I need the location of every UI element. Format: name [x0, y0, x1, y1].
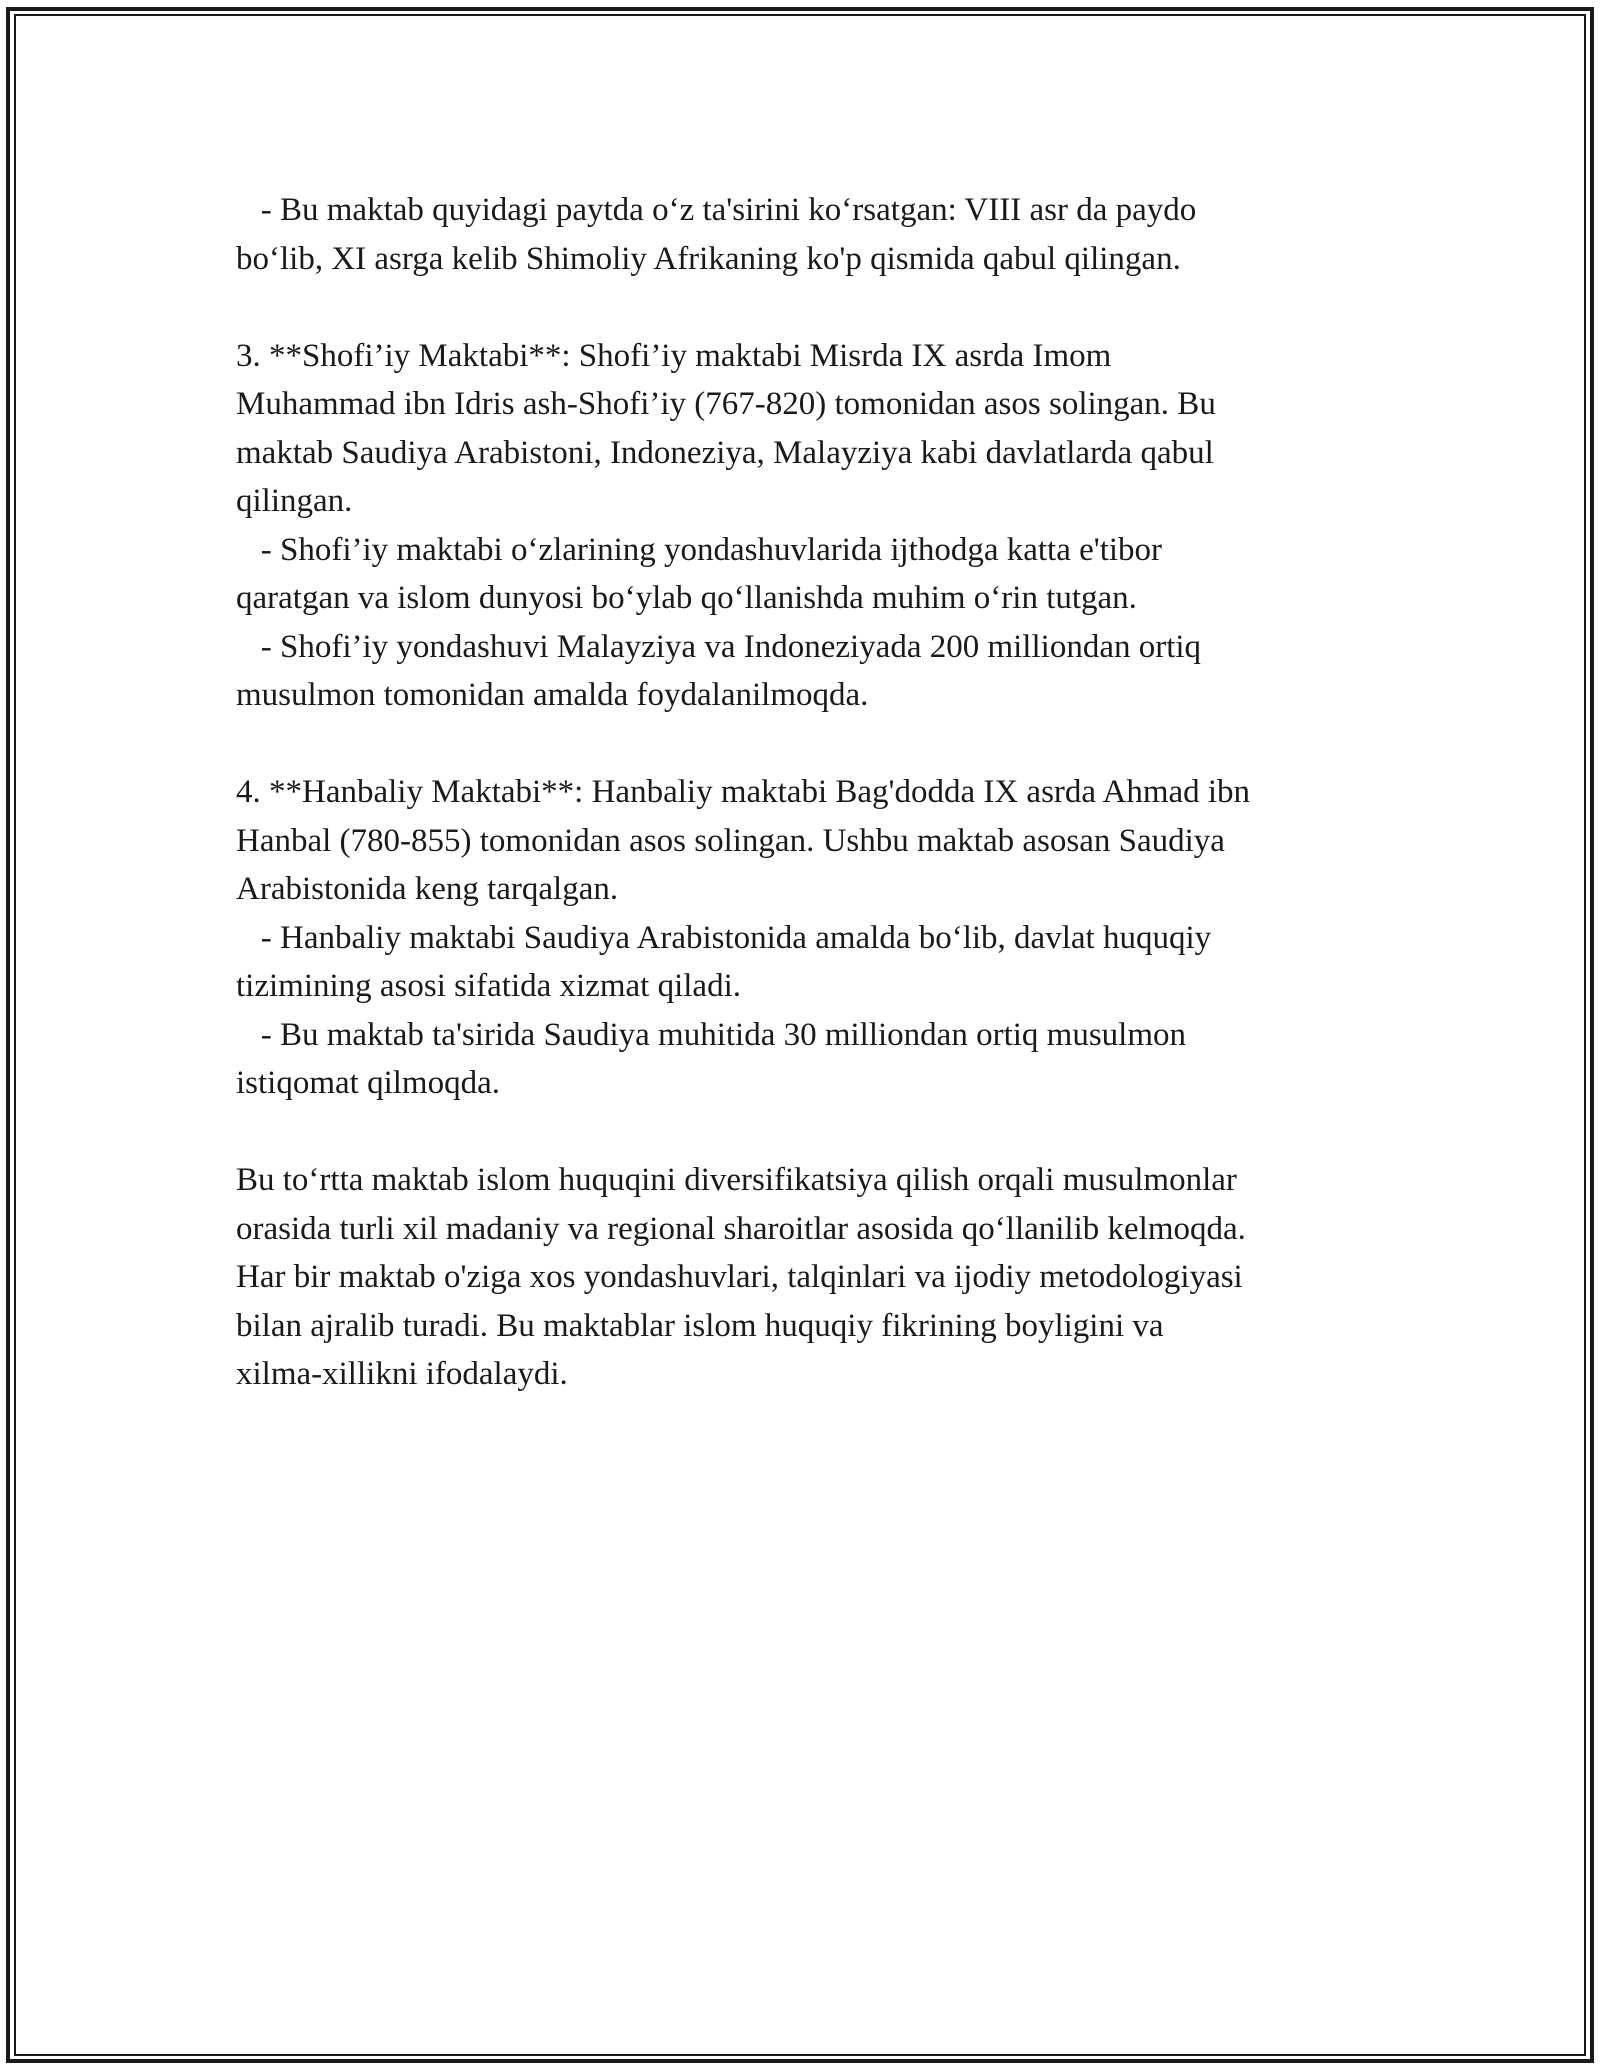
text-line: Arabistonida keng tarqalgan.	[236, 871, 619, 907]
text-line: - Shofi’iy yondashuvi Malayziya va Indoneziyada 200 milliondan ortiq	[236, 628, 1202, 665]
paragraph-conclusion	[236, 1156, 1386, 1399]
text-line: Hanbal (780-855) tomonidan asos solingan. Ushbu maktab asosan Saudiya	[236, 822, 1225, 859]
document-body	[236, 186, 1386, 1399]
text-line: Muhammad ibn Idris ash-Shofi’iy (767-820) tomonidan asos solingan. Bu	[236, 386, 1216, 422]
paragraph-maliki-continuation	[236, 186, 1386, 283]
text-line: - Bu maktab ta'sirida Saudiya muhitida 30 milliondan ortiq musulmon	[236, 1016, 1187, 1053]
paragraph-gap	[236, 283, 1386, 332]
text-line: orasida turli xil madaniy va regional sharoitlar asosida qo‘llanilib kelmoqda.	[236, 1210, 1246, 1247]
text-line: bo‘lib, XI asrga kelib Shimoliy Afrikaning ko'p qismida qabul qilingan.	[236, 240, 1181, 277]
text-line: xilma-xillikni ifodalaydi.	[236, 1356, 568, 1392]
text-line: maktab Saudiya Arabistoni, Indoneziya, Malayziya kabi davlatlarda qabul	[236, 434, 1214, 471]
text-line: Har bir maktab o'ziga xos yondashuvlari, talqinlari va ijodiy metodologiyasi	[236, 1259, 1243, 1295]
text-line: Bu to‘rtta maktab islom huquqini diversifikatsiya qilish orqali musulmonlar	[236, 1162, 1237, 1198]
text-line: tizimining asosi sifatida xizmat qiladi.	[236, 968, 741, 1004]
text-line: - Shofi’iy maktabi o‘zlarining yondashuvlarida ijthodga katta e'tibor	[236, 531, 1163, 568]
paragraph-hanbali	[236, 768, 1386, 1108]
text-line: - Hanbaliy maktabi Saudiya Arabistonida amalda bo‘lib, davlat huquqiy	[236, 919, 1212, 956]
paragraph-gap	[236, 720, 1386, 769]
text-line: - Bu maktab quyidagi paytda o‘z ta'sirini ko‘rsatgan: VIII asr da paydo	[236, 192, 1197, 228]
text-line: 3. **Shofi’iy Maktabi**: Shofi’iy maktabi Misrda IX asrda Imom	[236, 337, 1112, 374]
text-line: istiqomat qilmoqda.	[236, 1065, 500, 1101]
text-line: qilingan.	[236, 483, 353, 519]
text-line: 4. **Hanbaliy Maktabi**: Hanbaliy maktabi Bag'dodda IX asrda Ahmad ibn	[236, 774, 1251, 810]
text-line: bilan ajralib turadi. Bu maktablar islom huquqiy fikrining boyligini va	[236, 1307, 1164, 1344]
text-line: qaratgan va islom dunyosi bo‘ylab qo‘llanishda muhim o‘rin tutgan.	[236, 580, 1137, 616]
paragraph-gap	[236, 1108, 1386, 1157]
paragraph-shafii	[236, 332, 1386, 720]
text-line: musulmon tomonidan amalda foydalanilmoqda.	[236, 677, 869, 713]
